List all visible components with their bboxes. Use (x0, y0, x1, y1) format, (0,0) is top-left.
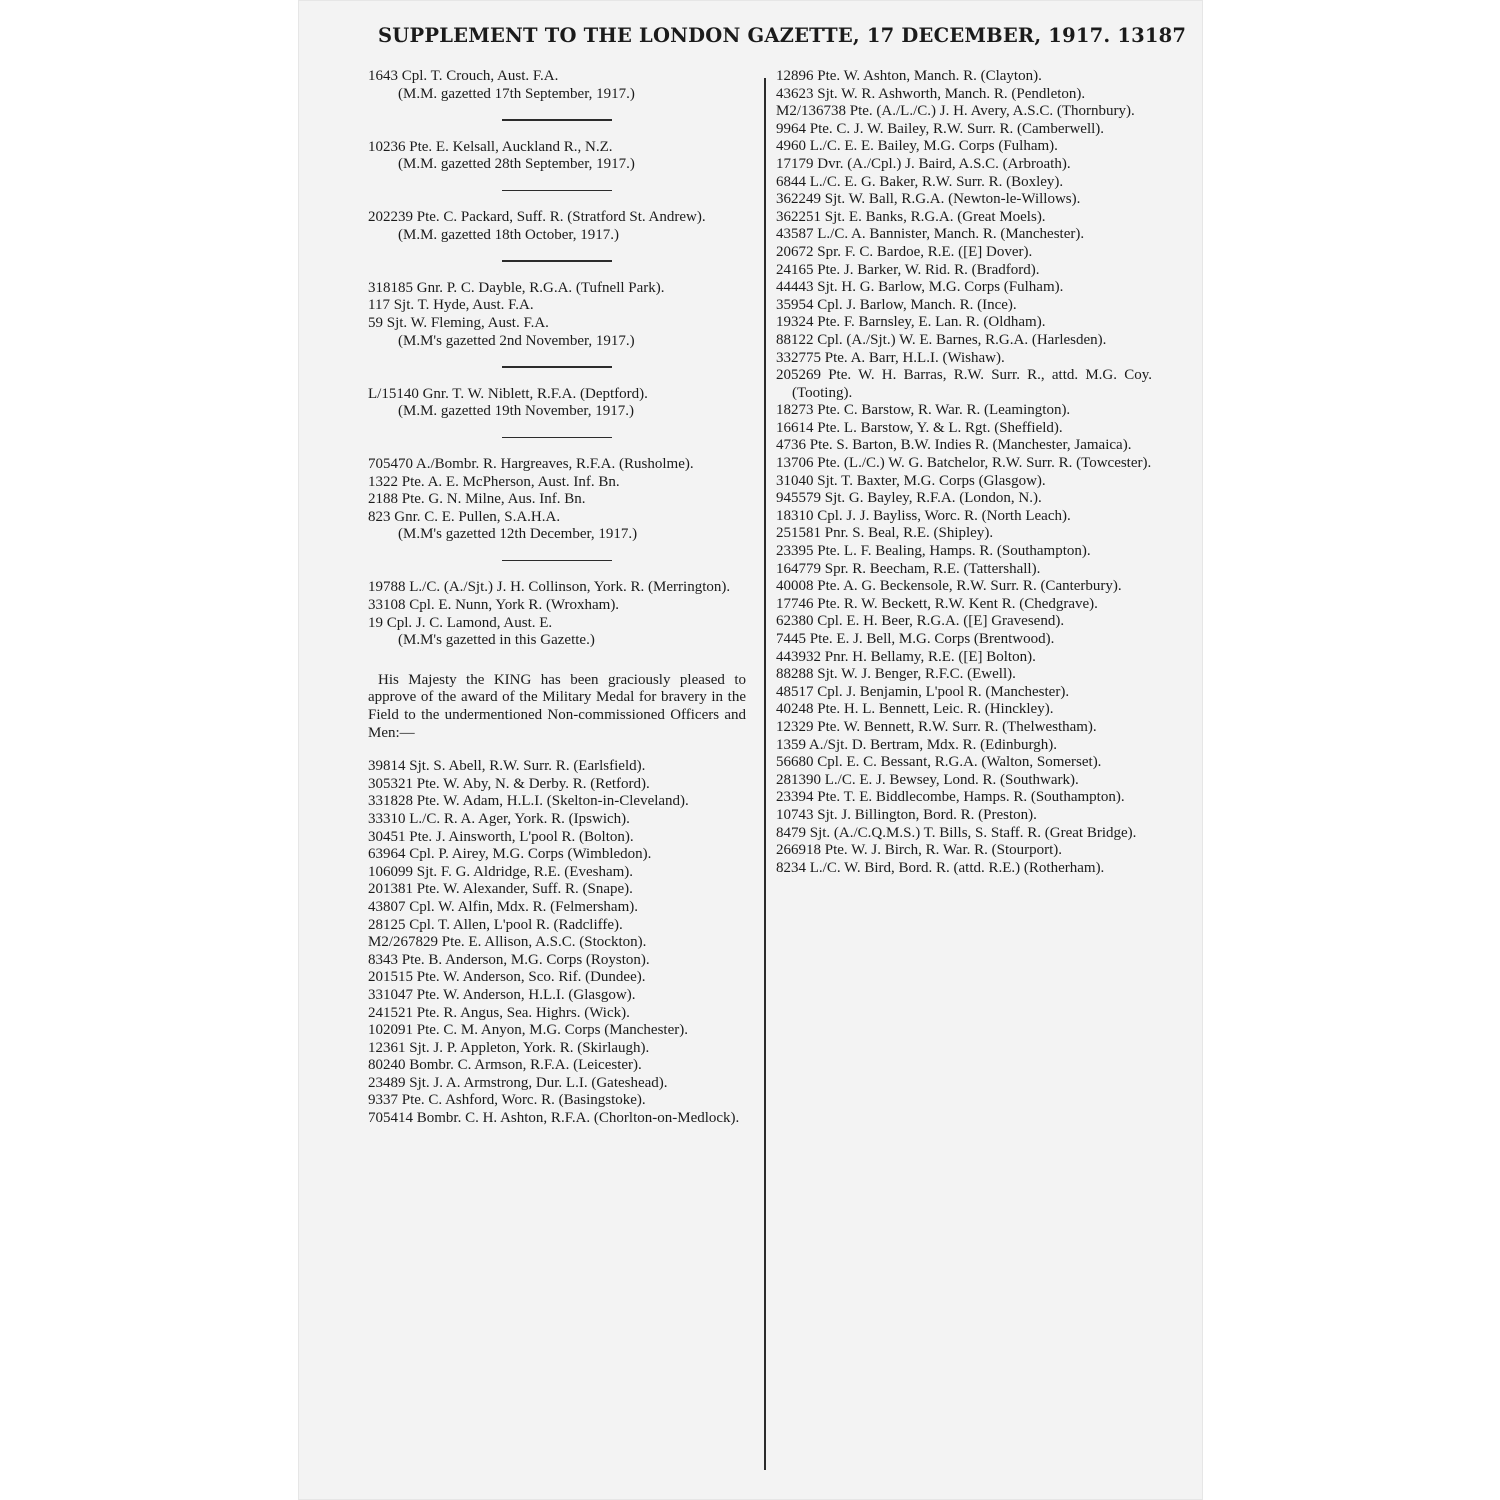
page-header: SUPPLEMENT TO THE LONDON GAZETTE, 17 DECEMBER, 1917. 13187 (378, 24, 1187, 47)
gazetted-note: (M.M. gazetted 18th October, 1917.) (398, 226, 620, 243)
award-entry: 23394 Pte. T. E. Biddlecombe, Hamps. R. (Southampton). (776, 789, 1125, 806)
award-entry: 24165 Pte. J. Barker, W. Rid. R. (Bradford). (776, 261, 1040, 278)
award-entry: 251581 Pnr. S. Beal, R.E. (Shipley). (776, 525, 994, 542)
award-entry: 88288 Sjt. W. J. Benger, R.F.C. (Ewell). (776, 666, 1016, 683)
award-entry: 4960 L./C. E. E. Bailey, M.G. Corps (Fulham). (776, 138, 1058, 155)
award-entry: 8479 Sjt. (A./C.Q.M.S.) T. Bills, S. Staff. R. (Great Bridge). (776, 824, 1137, 841)
award-entry: 8234 L./C. W. Bird, Bord. R. (attd. R.E.) (Rotherham). (776, 859, 1105, 876)
gazetted-note: (M.M. gazetted 17th September, 1917.) (398, 85, 635, 102)
award-entry: 241521 Pte. R. Angus, Sea. Highrs. (Wick). (368, 1004, 630, 1021)
award-entry: 17746 Pte. R. W. Beckett, R.W. Kent R. (Chedgrave). (776, 595, 1098, 612)
award-entry: 17179 Dvr. (A./Cpl.) J. Baird, A.S.C. (Arbroath). (776, 155, 1071, 172)
award-entry: 12361 Sjt. J. P. Appleton, York. R. (Skirlaugh). (368, 1039, 650, 1056)
award-entry: 80240 Bombr. C. Armson, R.F.A. (Leicester). (368, 1057, 642, 1074)
block-gap (368, 650, 746, 668)
award-entry: 201515 Pte. W. Anderson, Sco. Rif. (Dundee). (368, 969, 646, 986)
award-entry: 443932 Pnr. H. Bellamy, R.E. ([E] Bolton). (776, 648, 1036, 665)
award-entry: 332775 Pte. A. Barr, H.L.I. (Wishaw). (776, 349, 1005, 366)
award-entry: M2/267829 Pte. E. Allison, A.S.C. (Stockton). (368, 934, 647, 951)
award-entry: 205269 Pte. W. H. Barras, R.W. Surr. R., attd. M.G. Coy. (Tooting). (776, 367, 1152, 401)
award-entry: 9964 Pte. C. J. W. Bailey, R.W. Surr. R. (Camberwell). (776, 120, 1105, 137)
separator-rule (502, 366, 612, 367)
gazetted-note: (M.M's gazetted 2nd November, 1917.) (398, 332, 635, 349)
gazette-entry: 19788 L./C. (A./Sjt.) J. H. Collinson, York. R. (Merrington). (368, 579, 731, 596)
award-entry: 106099 Sjt. F. G. Aldridge, R.E. (Evesham). (368, 863, 634, 880)
award-entry: 305321 Pte. W. Aby, N. & Derby. R. (Retford). (368, 775, 650, 792)
award-entry: 7445 Pte. E. J. Bell, M.G. Corps (Brentwood). (776, 631, 1055, 647)
award-entry: 23395 Pte. L. F. Bealing, Hamps. R. (Southampton). (776, 543, 1091, 560)
gazetted-note: (M.M's gazetted 12th December, 1917.) (398, 526, 638, 543)
award-entry: 10743 Sjt. J. Billington, Bord. R. (Preston). (776, 806, 1037, 823)
award-entry: 18310 Cpl. J. J. Bayliss, Worc. R. (North Leach). (776, 507, 1071, 524)
left-column (368, 68, 746, 1128)
award-entry: 1359 A./Sjt. D. Bertram, Mdx. R. (Edinburgh). (776, 736, 1057, 753)
award-entry: 40008 Pte. A. G. Beckensole, R.W. Surr. R. (Canterbury). (776, 578, 1122, 595)
gazette-entry: L/15140 Gnr. T. W. Niblett, R.F.A. (Deptford). (368, 385, 648, 402)
award-list-right (776, 68, 1152, 877)
award-entry: 28125 Cpl. T. Allen, L'pool R. (Radcliffe). (368, 916, 623, 933)
award-entry: 13706 Pte. (L./C.) W. G. Batchelor, R.W. Surr. R. (Towcester). (776, 455, 1152, 472)
award-entry: 16614 Pte. L. Barstow, Y. & L. Rgt. (Sheffield). (776, 419, 1063, 436)
award-entry: 102091 Pte. C. M. Anyon, M.G. Corps (Manchester). (368, 1022, 688, 1039)
award-entry: 19324 Pte. F. Barnsley, E. Lan. R. (Oldham). (776, 314, 1046, 331)
award-entry: 63964 Cpl. P. Airey, M.G. Corps (Wimbledon). (368, 846, 652, 863)
award-entry: 362251 Sjt. E. Banks, R.G.A. (Great Moels). (776, 208, 1046, 225)
award-entry: 23489 Sjt. J. A. Armstrong, Dur. L.I. (Gateshead). (368, 1074, 668, 1091)
award-entry: 43623 Sjt. W. R. Ashworth, Manch. R. (Pendleton). (776, 85, 1086, 102)
separator-rule (502, 260, 612, 261)
gazette-entry: 19 Cpl. J. C. Lamond, Aust. E. (368, 614, 553, 631)
award-entry: 12329 Pte. W. Bennett, R.W. Surr. R. (Thelwestham). (776, 718, 1097, 735)
award-entry: 705414 Bombr. C. H. Ashton, R.F.A. (Chorlton-on-Medlock). (368, 1110, 740, 1127)
column-divider (764, 78, 766, 1470)
award-entry: 43807 Cpl. W. Alfin, Mdx. R. (Felmersham). (368, 898, 638, 915)
award-entry: 331828 Pte. W. Adam, H.L.I. (Skelton-in-Cleveland). (368, 793, 689, 810)
award-intro-paragraph: His Majesty the KING has been graciously pleased to approve of the award of the Military Medal for bravery in the Field to the undermentioned Non-commissioned Officers and Men:— (368, 671, 746, 741)
gazette-entry: 705470 A./Bombr. R. Hargreaves, R.F.A. (Rusholme). (368, 456, 694, 473)
award-entry: 281390 L./C. E. J. Bewsey, Lond. R. (Southwark). (776, 771, 1079, 788)
gazette-entry: 2188 Pte. G. N. Milne, Aus. Inf. Bn. (368, 491, 586, 508)
award-entry: 266918 Pte. W. J. Birch, R. War. R. (Stourport). (776, 842, 1063, 859)
separator-rule (502, 119, 612, 120)
award-entry: 62380 Cpl. E. H. Beer, R.G.A. ([E] Gravesend). (776, 613, 1065, 630)
award-entry: 44443 Sjt. H. G. Barlow, M.G. Corps (Fulham). (776, 279, 1064, 296)
award-entry: 945579 Sjt. G. Bayley, R.F.A. (London, N.). (776, 490, 1042, 507)
gazette-entry: 10236 Pte. E. Kelsall, Auckland R., N.Z. (368, 138, 613, 155)
gazette-entry: 33108 Cpl. E. Nunn, York R. (Wroxham). (368, 597, 620, 614)
award-entry: 12896 Pte. W. Ashton, Manch. R. (Clayton). (776, 68, 1042, 84)
separator-rule (502, 560, 612, 561)
gazetted-note: (M.M's gazetted in this Gazette.) (398, 632, 595, 649)
gazetted-note: (M.M. gazetted 19th November, 1917.) (398, 403, 635, 420)
award-entry: 40248 Pte. H. L. Bennett, Leic. R. (Hinckley). (776, 701, 1054, 718)
award-entry: 56680 Cpl. E. C. Bessant, R.G.A. (Walton, Somerset). (776, 754, 1102, 771)
award-list-left (368, 758, 746, 1127)
award-entry: M2/136738 Pte. (A./L./C.) J. H. Avery, A.S.C. (Thornbury). (776, 103, 1135, 120)
award-entry: 164779 Spr. R. Beecham, R.E. (Tattershall). (776, 560, 1041, 577)
award-entry: 4736 Pte. S. Barton, B.W. Indies R. (Manchester, Jamaica). (776, 437, 1132, 454)
award-entry: 201381 Pte. W. Alexander, Suff. R. (Snape). (368, 881, 633, 898)
award-entry: 362249 Sjt. W. Ball, R.G.A. (Newton-le-Willows). (776, 191, 1081, 208)
award-entry: 18273 Pte. C. Barstow, R. War. R. (Leamington). (776, 402, 1071, 419)
award-entry: 6844 L./C. E. G. Baker, R.W. Surr. R. (Boxley). (776, 173, 1064, 190)
award-entry: 8343 Pte. B. Anderson, M.G. Corps (Royston). (368, 951, 650, 968)
gazette-entry: 117 Sjt. T. Hyde, Aust. F.A. (368, 297, 534, 314)
award-entry: 35954 Cpl. J. Barlow, Manch. R. (Ince). (776, 296, 1017, 313)
gazette-entry: 1643 Cpl. T. Crouch, Aust. F.A. (368, 68, 559, 84)
award-entry: 9337 Pte. C. Ashford, Worc. R. (Basingstoke). (368, 1092, 646, 1109)
award-entry: 88122 Cpl. (A./Sjt.) W. E. Barnes, R.G.A. (Harlesden). (776, 331, 1107, 348)
gazetted-note: (M.M. gazetted 28th September, 1917.) (398, 156, 635, 173)
award-entry: 30451 Pte. J. Ainsworth, L'pool R. (Bolton). (368, 828, 634, 845)
gazette-entry: 202239 Pte. C. Packard, Suff. R. (Stratford St. Andrew). (368, 209, 706, 226)
gazette-page (298, 0, 1203, 1500)
award-entry: 48517 Cpl. J. Benjamin, L'pool R. (Manchester). (776, 683, 1070, 700)
award-entry: 331047 Pte. W. Anderson, H.L.I. (Glasgow). (368, 986, 636, 1003)
award-entry: 43587 L./C. A. Bannister, Manch. R. (Manchester). (776, 226, 1085, 243)
gazette-entry: 823 Gnr. C. E. Pullen, S.A.H.A. (368, 508, 561, 525)
gazette-entry: 318185 Gnr. P. C. Dayble, R.G.A. (Tufnell Park). (368, 279, 665, 296)
right-column (776, 68, 1152, 877)
award-entry: 39814 Sjt. S. Abell, R.W. Surr. R. (Earlsfield). (368, 758, 646, 775)
separator-rule (502, 190, 612, 191)
gazette-entry: 1322 Pte. A. E. McPherson, Aust. Inf. Bn. (368, 473, 620, 490)
award-entry: 31040 Sjt. T. Baxter, M.G. Corps (Glasgow). (776, 472, 1046, 489)
gazette-entry: 59 Sjt. W. Fleming, Aust. F.A. (368, 314, 549, 331)
award-entry: 20672 Spr. F. C. Bardoe, R.E. ([E] Dover). (776, 243, 1033, 260)
separator-rule (502, 437, 612, 438)
gazetted-blocks (368, 68, 746, 668)
award-entry: 33310 L./C. R. A. Ager, York. R. (Ipswich). (368, 810, 630, 827)
